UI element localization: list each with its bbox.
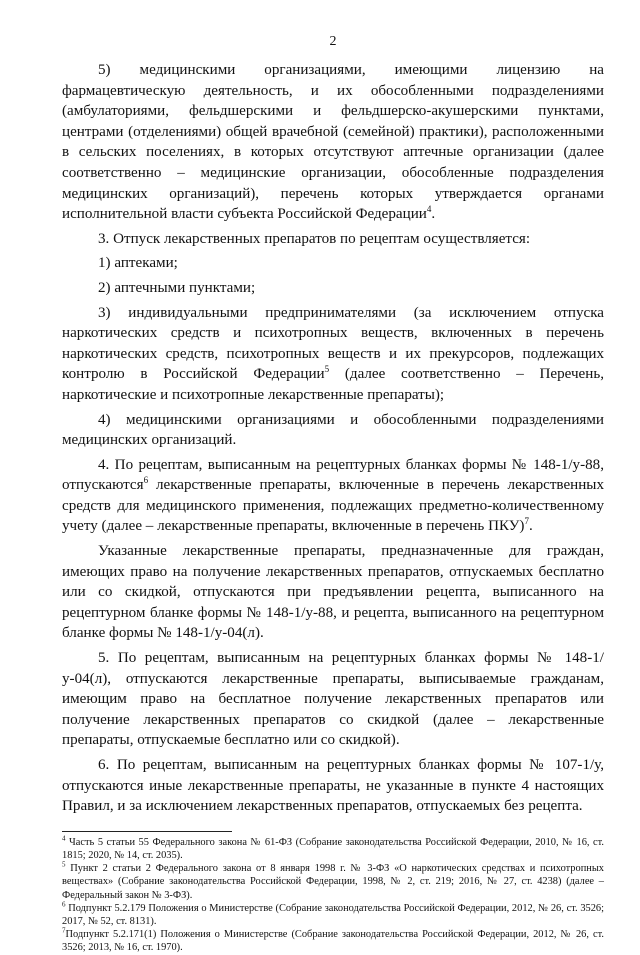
list-item-2: 2) аптечными пунктами; (98, 279, 256, 296)
paragraph-1: 5) медицинскими организациями, имеющими лицензию на фармацевтическую деятельность, и их обособленными подразделениями (амбулаториями, фельдшерскими и фельдшерско-акушерскими пунктами, центрами (отделениями) общей врачебной (семейной) практики), расположенными в сельских поселениях, в которых отсутствуют аптечные организации (далее соответственно – медицинские организации, обособленные подразделения медицинских организаций), перечень которых утверждается органами исполнительной власти субъекта Российской Федерации$^4$. (62, 62, 604, 223)
footnote-ref-6: 6 (143, 475, 149, 486)
list-item-1: 1) аптеками; (98, 255, 178, 272)
list-item-3: 3) индивидуальными предпринимателями (за исключением отпуска наркотических средств и психотропных веществ, включенных в перечень наркотических средств, психотропных веществ и их прекурсоров, подлежащих контролю в Российской Федерации$^5$ (далее соответственно – Перечень, наркотические и психотропные лекарственные препараты); (62, 304, 604, 403)
footnote-7: $^7$Подпункт 5.2.171(1) Положения о Министерстве (Собрание законодательства Российской Федерации, 2012, № 26, ст. 3526; 2013, № 16, ст. 1970). (62, 926, 604, 954)
paragraph-4: 4. По рецептам, выписанным на рецептурных бланках формы № 148-1/у-88, отпускаются$^6$ лекарственные препараты, включенные в перечень лекарственных средств для медицинского применения, подлежащих предметно-количественному учету (далее – лекарственные препараты, включенные в перечень ПКУ)$^7$. (62, 456, 604, 535)
page-number: 2 (329, 34, 337, 49)
footnote-ref-5: 5 (324, 364, 330, 375)
paragraph-6: 6. По рецептам, выписанным на рецептурных бланках формы № 107-1/у, отпускаются иные лекарственные препараты, не указанные в пункте 4 настоящих Правил, и за исключением лекарственных препаратов, отпускаемых без рецепта. (62, 757, 604, 815)
paragraph-2: 3. Отпуск лекарственных препаратов по рецептам осуществляется: (98, 230, 531, 247)
footnote-divider (62, 831, 232, 832)
footnote-5: $^5$ Пункт 2 статьи 2 Федерального закона от 8 января 1998 г. № 3-ФЗ «О наркотических средствах и психотропных веществах» (Собрание законодательства Российской Федерации, 1998, № 2, ст. 219; 2016, № 27, ст. 4238) (далее – Федеральный закон № 3-ФЗ). (62, 860, 604, 901)
footnote-ref-7: 7 (524, 516, 529, 527)
list-item-4: 4) медицинскими организациями и обособленными подразделениями медицинских организаций. (62, 411, 604, 449)
footnote-ref-4: 4 (426, 204, 432, 215)
paragraph-4-cont: Указанные лекарственные препараты, предназначенные для граждан, имеющих право на получение лекарственных препаратов, отпускаемых бесплатно или со скидкой, отпускаются при предъявлении рецепта, выписанного на рецептурном бланке формы № 148-1/у-88, и рецепта, выписанного на рецептурном бланке формы № 148-1/у-04(л). (62, 543, 604, 642)
footnote-6: $^6$ Подпункт 5.2.179 Положения о Министерстве (Собрание законодательства Российской Федерации, 2012, № 26, ст. 3526; 2017, № 52, ст. 8131). (62, 900, 604, 927)
footnote-4: $^4$ Часть 5 статьи 55 Федерального закона № 61-ФЗ (Собрание законодательства Российской Федерации, 2010, № 16, ст. 1815; 2020, № 14, ст. 2035). (62, 834, 604, 861)
paragraph-5: 5. По рецептам, выписанным на рецептурных бланках формы № 148-1/у-04(л), отпускаются лекарственные препараты, выписываемые гражданам, имеющим право на бесплатное получение лекарственных препаратов или получение лекарственных препаратов со скидкой (далее – лекарственные препараты, отпускаемые бесплатно или со скидкой). (62, 650, 604, 749)
